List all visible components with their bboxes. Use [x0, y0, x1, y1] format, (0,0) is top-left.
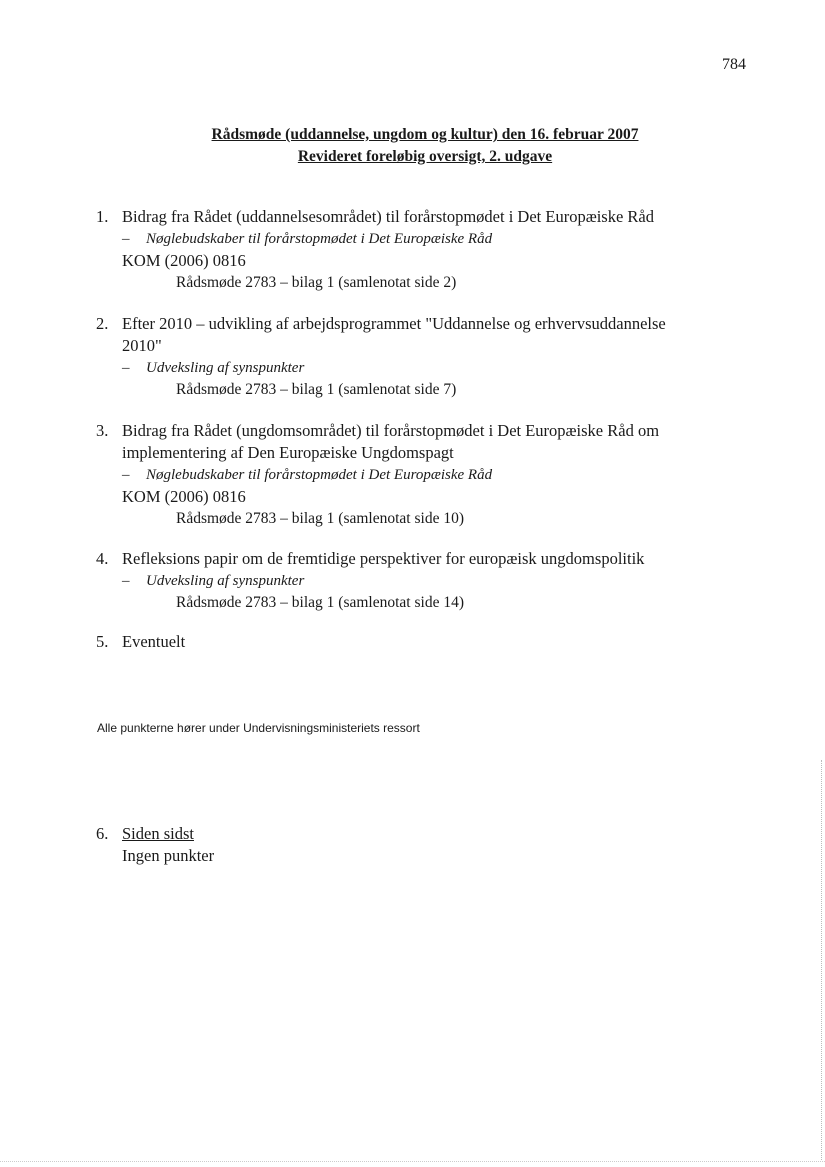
item-subtitle-text: Nøglebudskaber til forårstopmødet i Det Europæiske Råd	[146, 231, 493, 247]
agenda-item-6	[96, 823, 756, 867]
item-number: 2.	[96, 314, 109, 333]
item-reference: Rådsmøde 2783 – bilag 1 (samlenotat side 10)	[176, 510, 464, 527]
dash: –	[122, 467, 130, 483]
agenda-item-2	[96, 313, 756, 401]
agenda-item-5	[96, 631, 756, 653]
item-title-line-2: implementering af Den Europæiske Ungdomspagt	[122, 443, 454, 462]
agenda-item-4	[96, 548, 756, 614]
footer-note: Alle punkterne hører under Undervisningsministeriets ressort	[97, 721, 420, 735]
item-number: 5.	[96, 632, 109, 651]
item-number: 1.	[96, 207, 109, 226]
item-reference: Rådsmøde 2783 – bilag 1 (samlenotat side 14)	[176, 594, 464, 611]
title-line-1: Rådsmøde (uddannelse, ungdom og kultur) den 16. februar 2007	[211, 126, 639, 143]
title-line-2: Revideret foreløbig oversigt, 2. udgave	[297, 148, 553, 165]
page-title	[0, 124, 825, 168]
item-title-line-1: Bidrag fra Rådet (ungdomsområdet) til forårstopmødet i Det Europæiske Råd om	[122, 421, 660, 440]
item-subtitle	[122, 464, 756, 486]
item-subtitle-text: Udveksling af synspunkter	[146, 573, 305, 589]
item-title-line-1: Efter 2010 – udvikling af arbejdsprogrammet "Uddannelse og erhvervsuddannelse	[122, 314, 666, 333]
item-number: 3.	[96, 421, 109, 440]
item-subtitle	[122, 357, 756, 379]
item-reference: Rådsmøde 2783 – bilag 1 (samlenotat side 7)	[176, 381, 457, 398]
item-document: KOM (2006) 0816	[122, 487, 246, 506]
item-title: Refleksions papir om de fremtidige perspektiver for europæisk ungdomspolitik	[122, 549, 645, 568]
item-subtitle	[122, 570, 756, 592]
page-number: 784	[722, 56, 746, 73]
item-subtitle-text: Nøglebudskaber til forårstopmødet i Det Europæiske Råd	[146, 467, 493, 483]
item-title: Eventuelt	[122, 632, 186, 651]
item-title-line-2: 2010"	[122, 336, 162, 355]
item-subtitle-text: Udveksling af synspunkter	[146, 360, 305, 376]
dash: –	[122, 360, 130, 376]
item-number: 4.	[96, 549, 109, 568]
dash: –	[122, 231, 130, 247]
item-document: KOM (2006) 0816	[122, 251, 246, 270]
dash: –	[122, 573, 130, 589]
item-reference: Rådsmøde 2783 – bilag 1 (samlenotat side 2)	[176, 274, 457, 291]
agenda-item-3	[96, 420, 756, 530]
item-number: 6.	[96, 824, 109, 843]
scan-edge-bottom	[0, 1161, 825, 1163]
item-title: Siden sidst	[122, 824, 194, 843]
scan-edge-right	[821, 760, 823, 1160]
item-subtitle	[122, 228, 756, 250]
agenda-item-1	[96, 206, 756, 294]
item-title: Bidrag fra Rådet (uddannelsesområdet) til forårstopmødet i Det Europæiske Råd	[122, 207, 654, 226]
item-detail: Ingen punkter	[122, 846, 215, 865]
